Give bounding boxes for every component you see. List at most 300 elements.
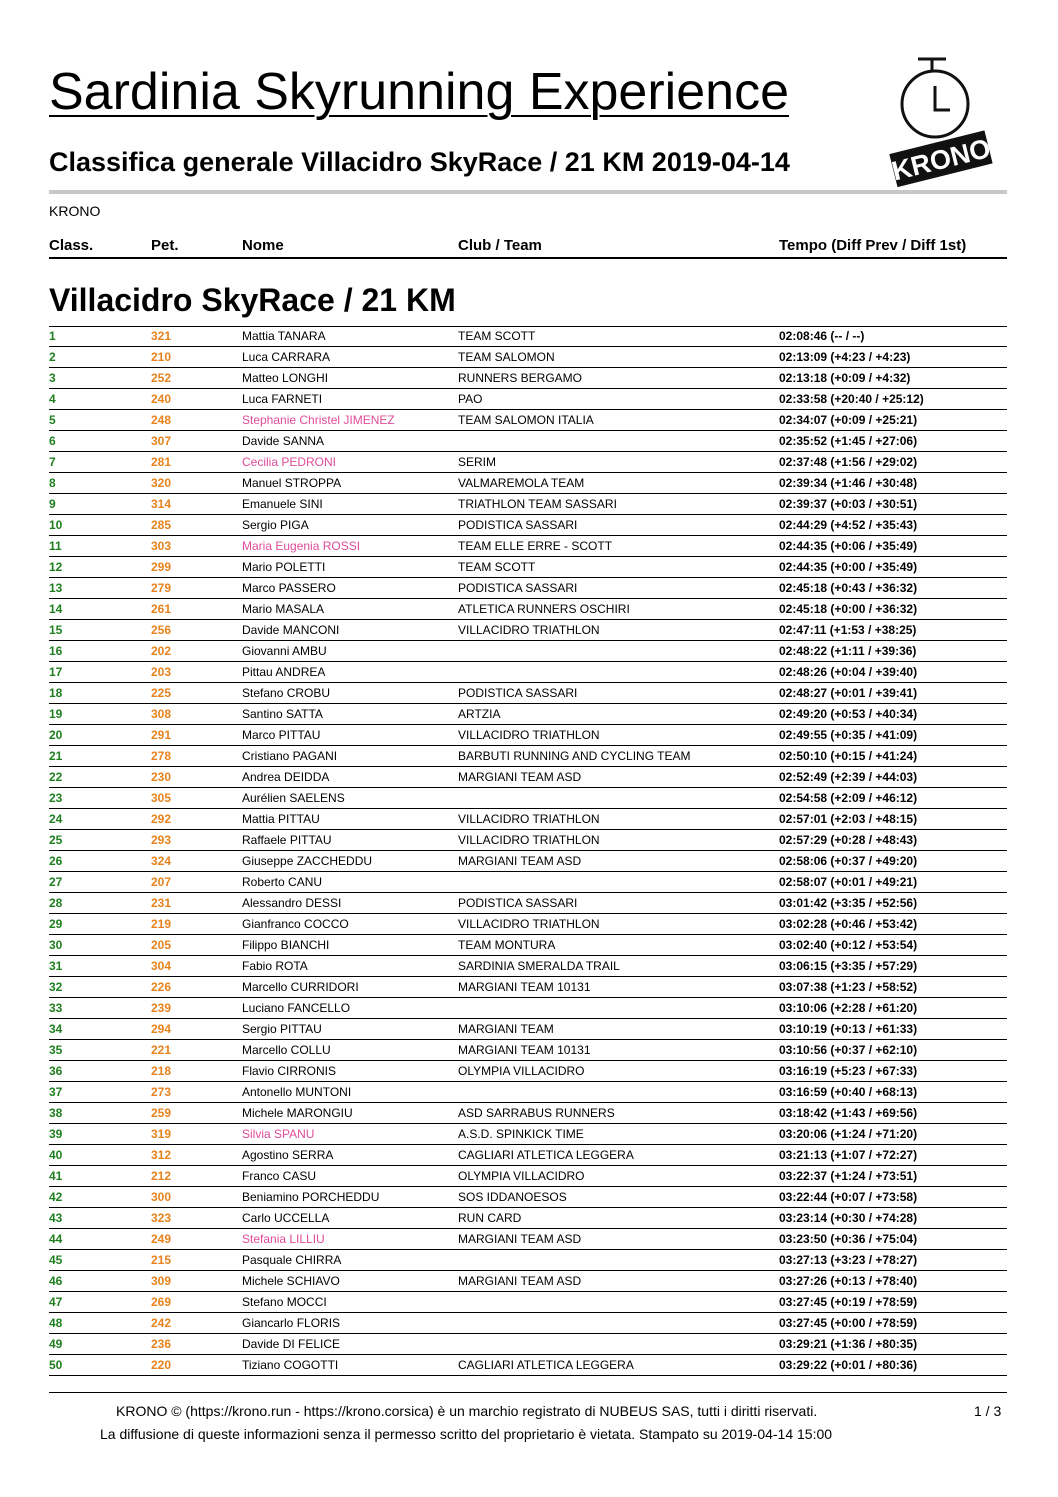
table-row: [49, 1103, 1007, 1124]
club-cell: MARGIANI TEAM ASD: [458, 770, 582, 784]
page-number: 1 / 3: [974, 1403, 1002, 1419]
bib-cell: 225: [151, 686, 172, 700]
bib-cell: 292: [151, 812, 172, 826]
name-cell: Sergio PIGA: [242, 518, 309, 532]
name-cell: Luca CARRARA: [242, 350, 331, 364]
rank-cell: 19: [49, 707, 63, 721]
table-row: [49, 767, 1007, 788]
table-row: [49, 1313, 1007, 1334]
rank-cell: 12: [49, 560, 63, 574]
time-cell: 02:50:10 (+0:15 / +41:24): [779, 749, 918, 763]
club-cell: TEAM SCOTT: [458, 329, 536, 343]
rank-cell: 35: [49, 1043, 63, 1057]
name-cell: Michele MARONGIU: [242, 1106, 353, 1120]
name-cell: Santino SATTA: [242, 707, 323, 721]
time-cell: 02:54:58 (+2:09 / +46:12): [779, 791, 918, 805]
club-cell: PODISTICA SASSARI: [458, 581, 578, 595]
rank-cell: 40: [49, 1148, 63, 1162]
time-cell: 02:45:18 (+0:00 / +36:32): [779, 602, 918, 616]
name-cell: Beniamino PORCHEDDU: [242, 1190, 380, 1204]
bib-cell: 249: [151, 1232, 172, 1246]
name-cell: Alessandro DESSI: [242, 896, 342, 910]
rank-cell: 34: [49, 1022, 63, 1036]
name-cell: Gianfranco COCCO: [242, 917, 349, 931]
bib-cell: 221: [151, 1043, 172, 1057]
club-cell: MARGIANI TEAM 10131: [458, 1043, 591, 1057]
column-header-rank: Class.: [49, 237, 94, 254]
rank-cell: 10: [49, 518, 63, 532]
time-cell: 03:21:13 (+1:07 / +72:27): [779, 1148, 918, 1162]
bib-cell: 261: [151, 602, 172, 616]
bib-cell: 291: [151, 728, 172, 742]
rank-cell: 33: [49, 1001, 63, 1015]
rank-cell: 20: [49, 728, 63, 742]
bib-cell: 210: [151, 350, 172, 364]
bib-cell: 308: [151, 707, 172, 721]
table-row: [49, 536, 1007, 557]
club-cell: CAGLIARI ATLETICA LEGGERA: [458, 1148, 634, 1162]
bib-cell: 305: [151, 791, 172, 805]
bib-cell: 212: [151, 1169, 172, 1183]
bib-cell: 205: [151, 938, 172, 952]
table-row: [49, 1271, 1007, 1292]
column-header-underline: [49, 257, 1007, 259]
rank-cell: 39: [49, 1127, 63, 1141]
rank-cell: 6: [49, 434, 56, 448]
time-cell: 02:08:46 (-- / --): [779, 329, 865, 343]
time-cell: 03:20:06 (+1:24 / +71:20): [779, 1127, 918, 1141]
table-row: [49, 872, 1007, 893]
rank-cell: 14: [49, 602, 63, 616]
club-cell: MARGIANI TEAM: [458, 1022, 554, 1036]
time-cell: 03:01:42 (+3:35 / +52:56): [779, 896, 918, 910]
time-cell: 02:44:35 (+0:06 / +35:49): [779, 539, 918, 553]
name-cell: Marcello COLLU: [242, 1043, 331, 1057]
time-cell: 03:27:26 (+0:13 / +78:40): [779, 1274, 918, 1288]
club-cell: TEAM ELLE ERRE - SCOTT: [458, 539, 613, 553]
rank-cell: 5: [49, 413, 56, 427]
section-title: Villacidro SkyRace / 21 KM: [49, 282, 456, 318]
table-row: [49, 1040, 1007, 1061]
table-row: [49, 389, 1007, 410]
bib-cell: 321: [151, 329, 172, 343]
table-row: [49, 704, 1007, 725]
rank-cell: 45: [49, 1253, 63, 1267]
name-cell: Stefano CROBU: [242, 686, 331, 700]
name-cell: Giancarlo FLORIS: [242, 1316, 341, 1330]
rank-cell: 13: [49, 581, 63, 595]
name-cell: Franco CASU: [242, 1169, 317, 1183]
name-cell: Stefano MOCCI: [242, 1295, 327, 1309]
rank-cell: 28: [49, 896, 63, 910]
time-cell: 02:49:55 (+0:35 / +41:09): [779, 728, 918, 742]
rank-cell: 29: [49, 917, 63, 931]
club-cell: OLYMPIA VILLACIDRO: [458, 1169, 585, 1183]
time-cell: 02:44:29 (+4:52 / +35:43): [779, 518, 918, 532]
bib-cell: 236: [151, 1337, 172, 1351]
bib-cell: 218: [151, 1064, 172, 1078]
results-table: [49, 326, 1007, 1376]
table-row: [49, 809, 1007, 830]
time-cell: 03:23:50 (+0:36 / +75:04): [779, 1232, 918, 1246]
bib-cell: 226: [151, 980, 172, 994]
table-row: [49, 1061, 1007, 1082]
club-cell: VILLACIDRO TRIATHLON: [458, 833, 600, 847]
name-cell: Flavio CIRRONIS: [242, 1064, 337, 1078]
rank-cell: 50: [49, 1358, 63, 1372]
time-cell: 02:48:27 (+0:01 / +39:41): [779, 686, 918, 700]
name-cell: Emanuele SINI: [242, 497, 323, 511]
bib-cell: 299: [151, 560, 172, 574]
table-row: [49, 1334, 1007, 1355]
table-row: [49, 347, 1007, 368]
name-cell: Roberto CANU: [242, 875, 323, 889]
footer-separator: [49, 1392, 1007, 1393]
rank-cell: 27: [49, 875, 63, 889]
bib-cell: 307: [151, 434, 172, 448]
rank-cell: 47: [49, 1295, 63, 1309]
table-row: [49, 641, 1007, 662]
table-row: [49, 977, 1007, 998]
table-row: [49, 935, 1007, 956]
name-cell: Aurélien SAELENS: [242, 791, 345, 805]
bib-cell: 220: [151, 1358, 172, 1372]
rank-cell: 7: [49, 455, 56, 469]
bib-cell: 304: [151, 959, 172, 973]
table-row: [49, 1145, 1007, 1166]
name-cell: Antonello MUNTONI: [242, 1085, 352, 1099]
bib-cell: 303: [151, 539, 172, 553]
footer-copyright: KRONO © (https://krono.run - https://krono.corsica) è un marchio registrato di NUBEUS SAS, tutti i diritti riservati.: [116, 1403, 818, 1419]
rank-cell: 1: [49, 329, 56, 343]
name-cell: Mattia PITTAU: [242, 812, 320, 826]
name-cell: Raffaele PITTAU: [242, 833, 332, 847]
table-row: [49, 1166, 1007, 1187]
time-cell: 03:27:45 (+0:00 / +78:59): [779, 1316, 918, 1330]
club-cell: PODISTICA SASSARI: [458, 896, 578, 910]
bib-cell: 242: [151, 1316, 172, 1330]
name-cell: Marco PASSERO: [242, 581, 336, 595]
bib-cell: 324: [151, 854, 172, 868]
name-cell: Davide SANNA: [242, 434, 325, 448]
table-row: [49, 1229, 1007, 1250]
time-cell: 02:58:07 (+0:01 / +49:21): [779, 875, 918, 889]
table-row: [49, 998, 1007, 1019]
rank-cell: 9: [49, 497, 56, 511]
time-cell: 02:13:18 (+0:09 / +4:32): [779, 371, 911, 385]
time-cell: 02:34:07 (+0:09 / +25:21): [779, 413, 918, 427]
name-cell: Mario POLETTI: [242, 560, 326, 574]
name-cell: Agostino SERRA: [242, 1148, 334, 1162]
bib-cell: 259: [151, 1106, 172, 1120]
page-title: Sardinia Skyrunning Experience: [49, 63, 789, 121]
table-row: [49, 1124, 1007, 1145]
rank-cell: 37: [49, 1085, 63, 1099]
rank-cell: 2: [49, 350, 56, 364]
time-cell: 02:44:35 (+0:00 / +35:49): [779, 560, 918, 574]
time-cell: 02:58:06 (+0:37 / +49:20): [779, 854, 918, 868]
rank-cell: 44: [49, 1232, 63, 1246]
time-cell: 03:18:42 (+1:43 / +69:56): [779, 1106, 918, 1120]
club-cell: TEAM SALOMON: [458, 350, 555, 364]
club-cell: OLYMPIA VILLACIDRO: [458, 1064, 585, 1078]
organizer-label: KRONO: [49, 203, 101, 219]
club-cell: TEAM SALOMON ITALIA: [458, 413, 594, 427]
bib-cell: 230: [151, 770, 172, 784]
table-row: [49, 1355, 1007, 1376]
column-header-time: Tempo (Diff Prev / Diff 1st): [779, 237, 967, 254]
name-cell: Davide DI FELICE: [242, 1337, 341, 1351]
table-row: [49, 662, 1007, 683]
rank-cell: 42: [49, 1190, 63, 1204]
rank-cell: 16: [49, 644, 63, 658]
rank-cell: 26: [49, 854, 63, 868]
time-cell: 03:10:19 (+0:13 / +61:33): [779, 1022, 918, 1036]
name-cell: Marcello CURRIDORI: [242, 980, 359, 994]
name-cell: Matteo LONGHI: [242, 371, 329, 385]
bib-cell: 293: [151, 833, 172, 847]
club-cell: MARGIANI TEAM 10131: [458, 980, 591, 994]
name-cell: Maria Eugenia ROSSI: [242, 539, 361, 553]
name-cell: Silvia SPANU: [242, 1127, 315, 1141]
time-cell: 02:49:20 (+0:53 / +40:34): [779, 707, 918, 721]
bib-cell: 278: [151, 749, 172, 763]
time-cell: 03:02:40 (+0:12 / +53:54): [779, 938, 918, 952]
bib-cell: 240: [151, 392, 172, 406]
table-row: [49, 1019, 1007, 1040]
name-cell: Marco PITTAU: [242, 728, 321, 742]
club-cell: MARGIANI TEAM ASD: [458, 1274, 582, 1288]
time-cell: 02:37:48 (+1:56 / +29:02): [779, 455, 918, 469]
table-row: [49, 599, 1007, 620]
club-cell: MARGIANI TEAM ASD: [458, 854, 582, 868]
table-row: [49, 431, 1007, 452]
rank-cell: 22: [49, 770, 63, 784]
logo-text: KRONO: [888, 133, 994, 187]
time-cell: 02:57:01 (+2:03 / +48:15): [779, 812, 918, 826]
time-cell: 03:29:21 (+1:36 / +80:35): [779, 1337, 918, 1351]
time-cell: 02:48:22 (+1:11 / +39:36): [779, 644, 917, 658]
table-row: [49, 578, 1007, 599]
bib-cell: 300: [151, 1190, 172, 1204]
rank-cell: 4: [49, 392, 56, 406]
club-cell: SARDINIA SMERALDA TRAIL: [458, 959, 620, 973]
bib-cell: 252: [151, 371, 172, 385]
bib-cell: 319: [151, 1127, 172, 1141]
table-row: [49, 683, 1007, 704]
name-cell: Mario MASALA: [242, 602, 325, 616]
table-row: [49, 620, 1007, 641]
club-cell: VILLACIDRO TRIATHLON: [458, 728, 600, 742]
name-cell: Luca FARNETI: [242, 392, 323, 406]
table-row: [49, 725, 1007, 746]
name-cell: Andrea DEIDDA: [242, 770, 330, 784]
rank-cell: 23: [49, 791, 63, 805]
column-header-club: Club / Team: [458, 237, 542, 254]
table-row: [49, 1250, 1007, 1271]
rank-cell: 15: [49, 623, 63, 637]
header-separator: [49, 190, 1007, 194]
time-cell: 02:35:52 (+1:45 / +27:06): [779, 434, 918, 448]
rank-cell: 21: [49, 749, 63, 763]
rank-cell: 41: [49, 1169, 63, 1183]
bib-cell: 269: [151, 1295, 172, 1309]
time-cell: 02:52:49 (+2:39 / +44:03): [779, 770, 918, 784]
name-cell: Pasquale CHIRRA: [242, 1253, 342, 1267]
rank-cell: 36: [49, 1064, 63, 1078]
name-cell: Tiziano COGOTTI: [242, 1358, 339, 1372]
footer-disclaimer: La diffusione di queste informazioni senza il permesso scritto del proprietario è vietata. Stampato su 2019-04-14 15:00: [100, 1426, 833, 1442]
time-cell: 03:07:38 (+1:23 / +58:52): [779, 980, 918, 994]
time-cell: 02:47:11 (+1:53 / +38:25): [779, 623, 917, 637]
table-row: [49, 515, 1007, 536]
name-cell: Davide MANCONI: [242, 623, 340, 637]
column-header-name: Nome: [242, 237, 284, 254]
name-cell: Cristiano PAGANI: [242, 749, 338, 763]
krono-logo: [880, 54, 1000, 189]
time-cell: 03:16:59 (+0:40 / +68:13): [779, 1085, 918, 1099]
club-cell: PAO: [458, 392, 483, 406]
rank-cell: 49: [49, 1337, 63, 1351]
bib-cell: 314: [151, 497, 172, 511]
name-cell: Manuel STROPPA: [242, 476, 342, 490]
rank-cell: 25: [49, 833, 63, 847]
time-cell: 03:27:45 (+0:19 / +78:59): [779, 1295, 918, 1309]
rank-cell: 8: [49, 476, 56, 490]
club-cell: SOS IDDANOESOS: [458, 1190, 567, 1204]
table-row: [49, 473, 1007, 494]
bib-cell: 202: [151, 644, 172, 658]
rank-cell: 38: [49, 1106, 63, 1120]
club-cell: TRIATHLON TEAM SASSARI: [458, 497, 617, 511]
club-cell: TEAM SCOTT: [458, 560, 536, 574]
name-cell: Cecilia PEDRONI: [242, 455, 337, 469]
time-cell: 03:06:15 (+3:35 / +57:29): [779, 959, 918, 973]
time-cell: 02:45:18 (+0:43 / +36:32): [779, 581, 918, 595]
time-cell: 03:23:14 (+0:30 / +74:28): [779, 1211, 918, 1225]
name-cell: Giuseppe ZACCHEDDU: [242, 854, 373, 868]
name-cell: Giovanni AMBU: [242, 644, 327, 658]
time-cell: 02:57:29 (+0:28 / +48:43): [779, 833, 918, 847]
time-cell: 03:22:37 (+1:24 / +73:51): [779, 1169, 918, 1183]
time-cell: 03:10:56 (+0:37 / +62:10): [779, 1043, 918, 1057]
club-cell: VALMAREMOLA TEAM: [458, 476, 585, 490]
bib-cell: 309: [151, 1274, 172, 1288]
rank-cell: 30: [49, 938, 63, 952]
table-row: [49, 830, 1007, 851]
club-cell: PODISTICA SASSARI: [458, 686, 578, 700]
bib-cell: 273: [151, 1085, 172, 1099]
club-cell: SERIM: [458, 455, 497, 469]
name-cell: Filippo BIANCHI: [242, 938, 330, 952]
bib-cell: 256: [151, 623, 172, 637]
club-cell: PODISTICA SASSARI: [458, 518, 578, 532]
table-row: [49, 1292, 1007, 1313]
club-cell: RUNNERS BERGAMO: [458, 371, 583, 385]
name-cell: Stephanie Christel JIMENEZ: [242, 413, 395, 427]
name-cell: Luciano FANCELLO: [242, 1001, 351, 1015]
rank-cell: 43: [49, 1211, 63, 1225]
club-cell: ARTZIA: [458, 707, 501, 721]
name-cell: Stefania LILLIU: [242, 1232, 325, 1246]
name-cell: Pittau ANDREA: [242, 665, 326, 679]
bib-cell: 281: [151, 455, 172, 469]
bib-cell: 285: [151, 518, 172, 532]
bib-cell: 219: [151, 917, 172, 931]
table-row: [49, 1082, 1007, 1103]
time-cell: 02:33:58 (+20:40 / +25:12): [779, 392, 924, 406]
rank-cell: 32: [49, 980, 63, 994]
club-cell: VILLACIDRO TRIATHLON: [458, 623, 600, 637]
rank-cell: 17: [49, 665, 63, 679]
table-row: [49, 746, 1007, 767]
rank-cell: 31: [49, 959, 63, 973]
bib-cell: 320: [151, 476, 172, 490]
club-cell: CAGLIARI ATLETICA LEGGERA: [458, 1358, 634, 1372]
page-subtitle: Classifica generale Villacidro SkyRace / 21 KM 2019-04-14: [49, 147, 790, 177]
name-cell: Sergio PITTAU: [242, 1022, 322, 1036]
name-cell: Carlo UCCELLA: [242, 1211, 330, 1225]
column-header-bib: Pet.: [151, 237, 179, 254]
time-cell: 02:48:26 (+0:04 / +39:40): [779, 665, 918, 679]
club-cell: A.S.D. SPINKICK TIME: [458, 1127, 584, 1141]
bib-cell: 207: [151, 875, 172, 889]
bib-cell: 294: [151, 1022, 172, 1036]
table-row: [49, 557, 1007, 578]
bib-cell: 239: [151, 1001, 172, 1015]
time-cell: 03:22:44 (+0:07 / +73:58): [779, 1190, 918, 1204]
table-row: [49, 1208, 1007, 1229]
rank-cell: 46: [49, 1274, 63, 1288]
table-row: [49, 851, 1007, 872]
rank-cell: 24: [49, 812, 63, 826]
table-row: [49, 368, 1007, 389]
rank-cell: 18: [49, 686, 63, 700]
rank-cell: 48: [49, 1316, 63, 1330]
bib-cell: 231: [151, 896, 172, 910]
club-cell: TEAM MONTURA: [458, 938, 556, 952]
rank-cell: 3: [49, 371, 56, 385]
time-cell: 02:13:09 (+4:23 / +4:23): [779, 350, 911, 364]
club-cell: RUN CARD: [458, 1211, 522, 1225]
club-cell: BARBUTI RUNNING AND CYCLING TEAM: [458, 749, 691, 763]
table-row: [49, 1187, 1007, 1208]
time-cell: 03:27:13 (+3:23 / +78:27): [779, 1253, 918, 1267]
rank-cell: 11: [49, 539, 62, 553]
bib-cell: 323: [151, 1211, 172, 1225]
club-cell: VILLACIDRO TRIATHLON: [458, 812, 600, 826]
table-row: [49, 956, 1007, 977]
table-row: [49, 788, 1007, 809]
table-row: [49, 410, 1007, 431]
club-cell: VILLACIDRO TRIATHLON: [458, 917, 600, 931]
bib-cell: 312: [151, 1148, 172, 1162]
bib-cell: 215: [151, 1253, 172, 1267]
time-cell: 03:02:28 (+0:46 / +53:42): [779, 917, 918, 931]
time-cell: 02:39:37 (+0:03 / +30:51): [779, 497, 918, 511]
table-row: [49, 452, 1007, 473]
bib-cell: 248: [151, 413, 172, 427]
bib-cell: 279: [151, 581, 172, 595]
time-cell: 03:16:19 (+5:23 / +67:33): [779, 1064, 918, 1078]
table-row: [49, 326, 1007, 347]
club-cell: ATLETICA RUNNERS OSCHIRI: [458, 602, 630, 616]
name-cell: Fabio ROTA: [242, 959, 308, 973]
table-row: [49, 893, 1007, 914]
time-cell: 02:39:34 (+1:46 / +30:48): [779, 476, 918, 490]
club-cell: ASD SARRABUS RUNNERS: [458, 1106, 615, 1120]
stopwatch-icon: [880, 54, 1000, 189]
